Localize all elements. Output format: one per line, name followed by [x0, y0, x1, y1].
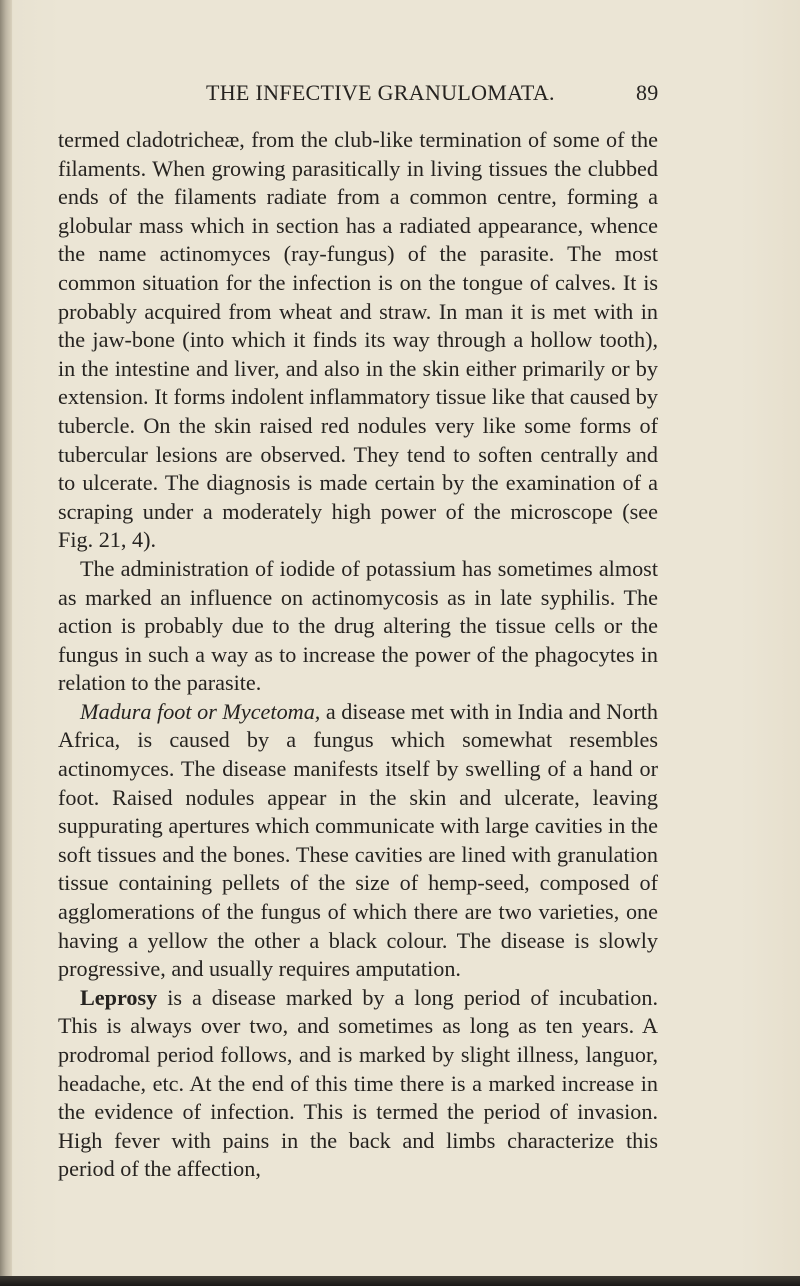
leprosy-heading: Leprosy [80, 984, 158, 1010]
paragraph-cladotricheae: termed cladotricheæ, from the club-like termination of some of the filaments. When growing parasitically in living tissues the clubbed ends of the filaments radiate from a common centre, forming a globular mass which in section has a radiated appearance, whence the name actinomyces (ray-fungus) of the parasite. The most common situation for the infection is on the tongue of calves. It is probably acquired from wheat and straw. In man it is met with in the jaw-bone (into which it finds its way through a hollow tooth), in the intestine and liver, and also in the skin either primarily or by extension. It forms indolent inflammatory tissue like that caused by tubercle. On the skin raised red nodules very like some forms of tubercular lesions are observed. They tend to soften centrally and to ulcerate. The diagnosis is made certain by the examination of a scraping under a moderately high power of the microscope (see Fig. 21, 4). [58, 127, 658, 553]
page-bottom-edge [0, 1276, 800, 1286]
paragraph-leprosy [58, 984, 658, 1184]
madura-foot-heading: Madura foot or Mycetoma, [80, 698, 321, 724]
body-text [58, 126, 658, 1184]
chapter-title: THE INFECTIVE GRANULOMATA. [206, 80, 555, 105]
running-head [58, 80, 658, 110]
madura-foot-text: a disease met with in India and North Africa, is caused by a fungus which somewhat resembles actinomyces. The disease manifests itself by swelling of a hand or foot. Raised nodules appear in the skin and ulcerate, leaving suppurating apertures which communicate with large cavities in the soft tissues and the bones. These cavities are lined with granulation tissue containing pellets of the size of hemp-seed, composed of agglomerations of the fungus of which there are two varieties, one having a yellow the other a black colour. The disease is slowly progressive, and usually requires amputation. [58, 698, 659, 982]
page-number: 89 [636, 80, 659, 105]
paragraph-iodide-treatment: The administration of iodide of potassium has sometimes almost as marked an influence on actinomycosis as in late syphilis. The action is probably due to the drug altering the tissue cells or the fungus in such a way as to increase the power of the phagocytes in relation to the parasite. [58, 555, 658, 696]
page-binding-edge [0, 0, 12, 1286]
leprosy-text: is a disease marked by a long period of incubation. This is always over two, and sometimes as long as ten years. A prodromal period follows, and is marked by slight illness, languor, headache, etc. At the end of this time there is a marked increase in the evidence of infection. This is termed the period of invasion. High fever with pains in the back and limbs characterize this period of the affection, [58, 984, 658, 1182]
paragraph-madura-foot [58, 698, 658, 984]
